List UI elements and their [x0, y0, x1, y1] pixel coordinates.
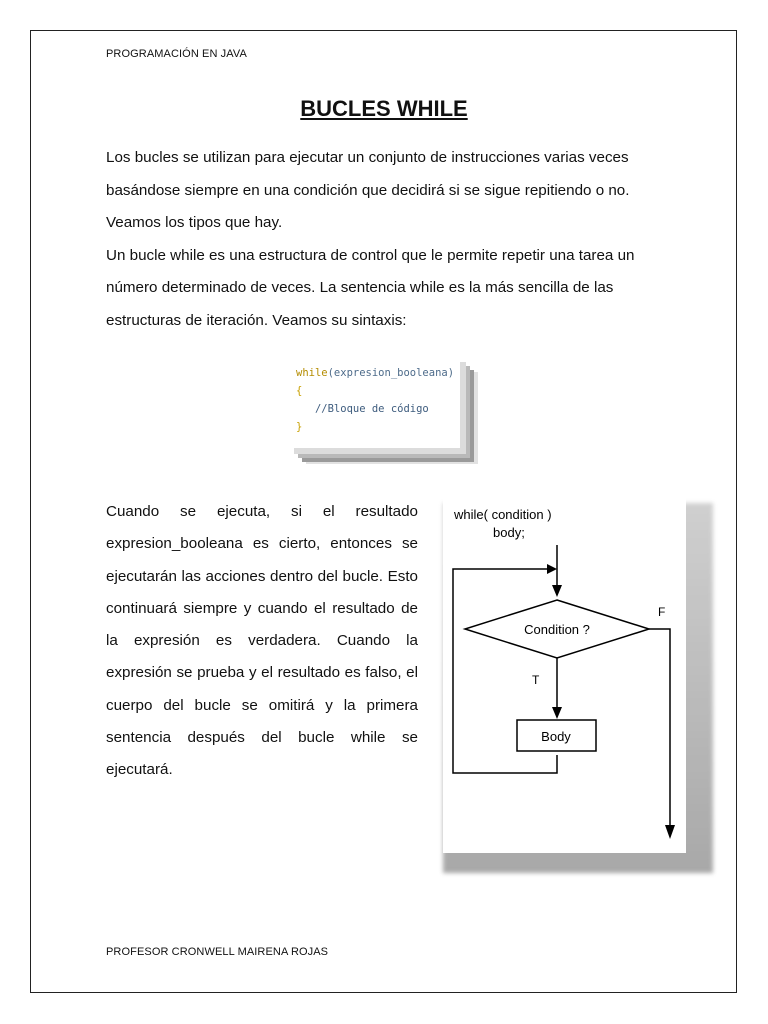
- intro-paragraph-2: Un bucle while es una estructura de control que le permite repetir una tarea un número determinado de veces. La sentencia while es la más sencilla de las estructuras de iteración. Veamos su sintaxis:: [106, 246, 635, 329]
- body-label: Body: [541, 729, 571, 744]
- code-open-brace: {: [296, 385, 303, 397]
- page-title: BUCLES WHILE: [300, 96, 468, 121]
- code-line-while: [296, 364, 460, 382]
- condition-label: Condition ?: [524, 622, 590, 637]
- flowchart-diagram: [443, 493, 686, 853]
- code-expression: (expresion_booleana): [327, 367, 455, 379]
- page-header: PROGRAMACIÓN EN JAVA: [106, 48, 247, 60]
- code-snippet: [288, 356, 460, 448]
- code-comment: //Bloque de código: [296, 403, 429, 415]
- description-paragraph: Cuando se ejecuta, si el resultado expresion_booleana es cierto, entonces se ejecutarán las acciones dentro del bucle. Esto continuará siempre y cuando el resultado de la expresión es verdadera. Cuando la expresión se prueba y el resultado es falso, el cuerpo del bucle se omitirá y la primera sentencia después del bucle while se ejecutará.: [106, 503, 418, 779]
- flowchart-code-line-2: body;: [493, 525, 525, 540]
- true-label: T: [532, 673, 540, 687]
- intro-paragraph-1: Los bucles se utilizan para ejecutar un conjunto de instrucciones varias veces basándose siempre en una condición que decidirá si se sigue repitiendo o no. Veamos los tipos que hay.: [106, 149, 630, 231]
- intro-text: [106, 142, 661, 337]
- code-keyword: while: [296, 367, 328, 379]
- flowchart-code-line-1: while( condition ): [454, 507, 552, 522]
- flowchart-svg: [443, 493, 686, 853]
- page-footer: PROFESOR CRONWELL MAIRENA ROJAS: [106, 946, 329, 958]
- description-text: [106, 496, 418, 787]
- code-close-brace: }: [296, 421, 303, 433]
- false-label: F: [658, 605, 666, 619]
